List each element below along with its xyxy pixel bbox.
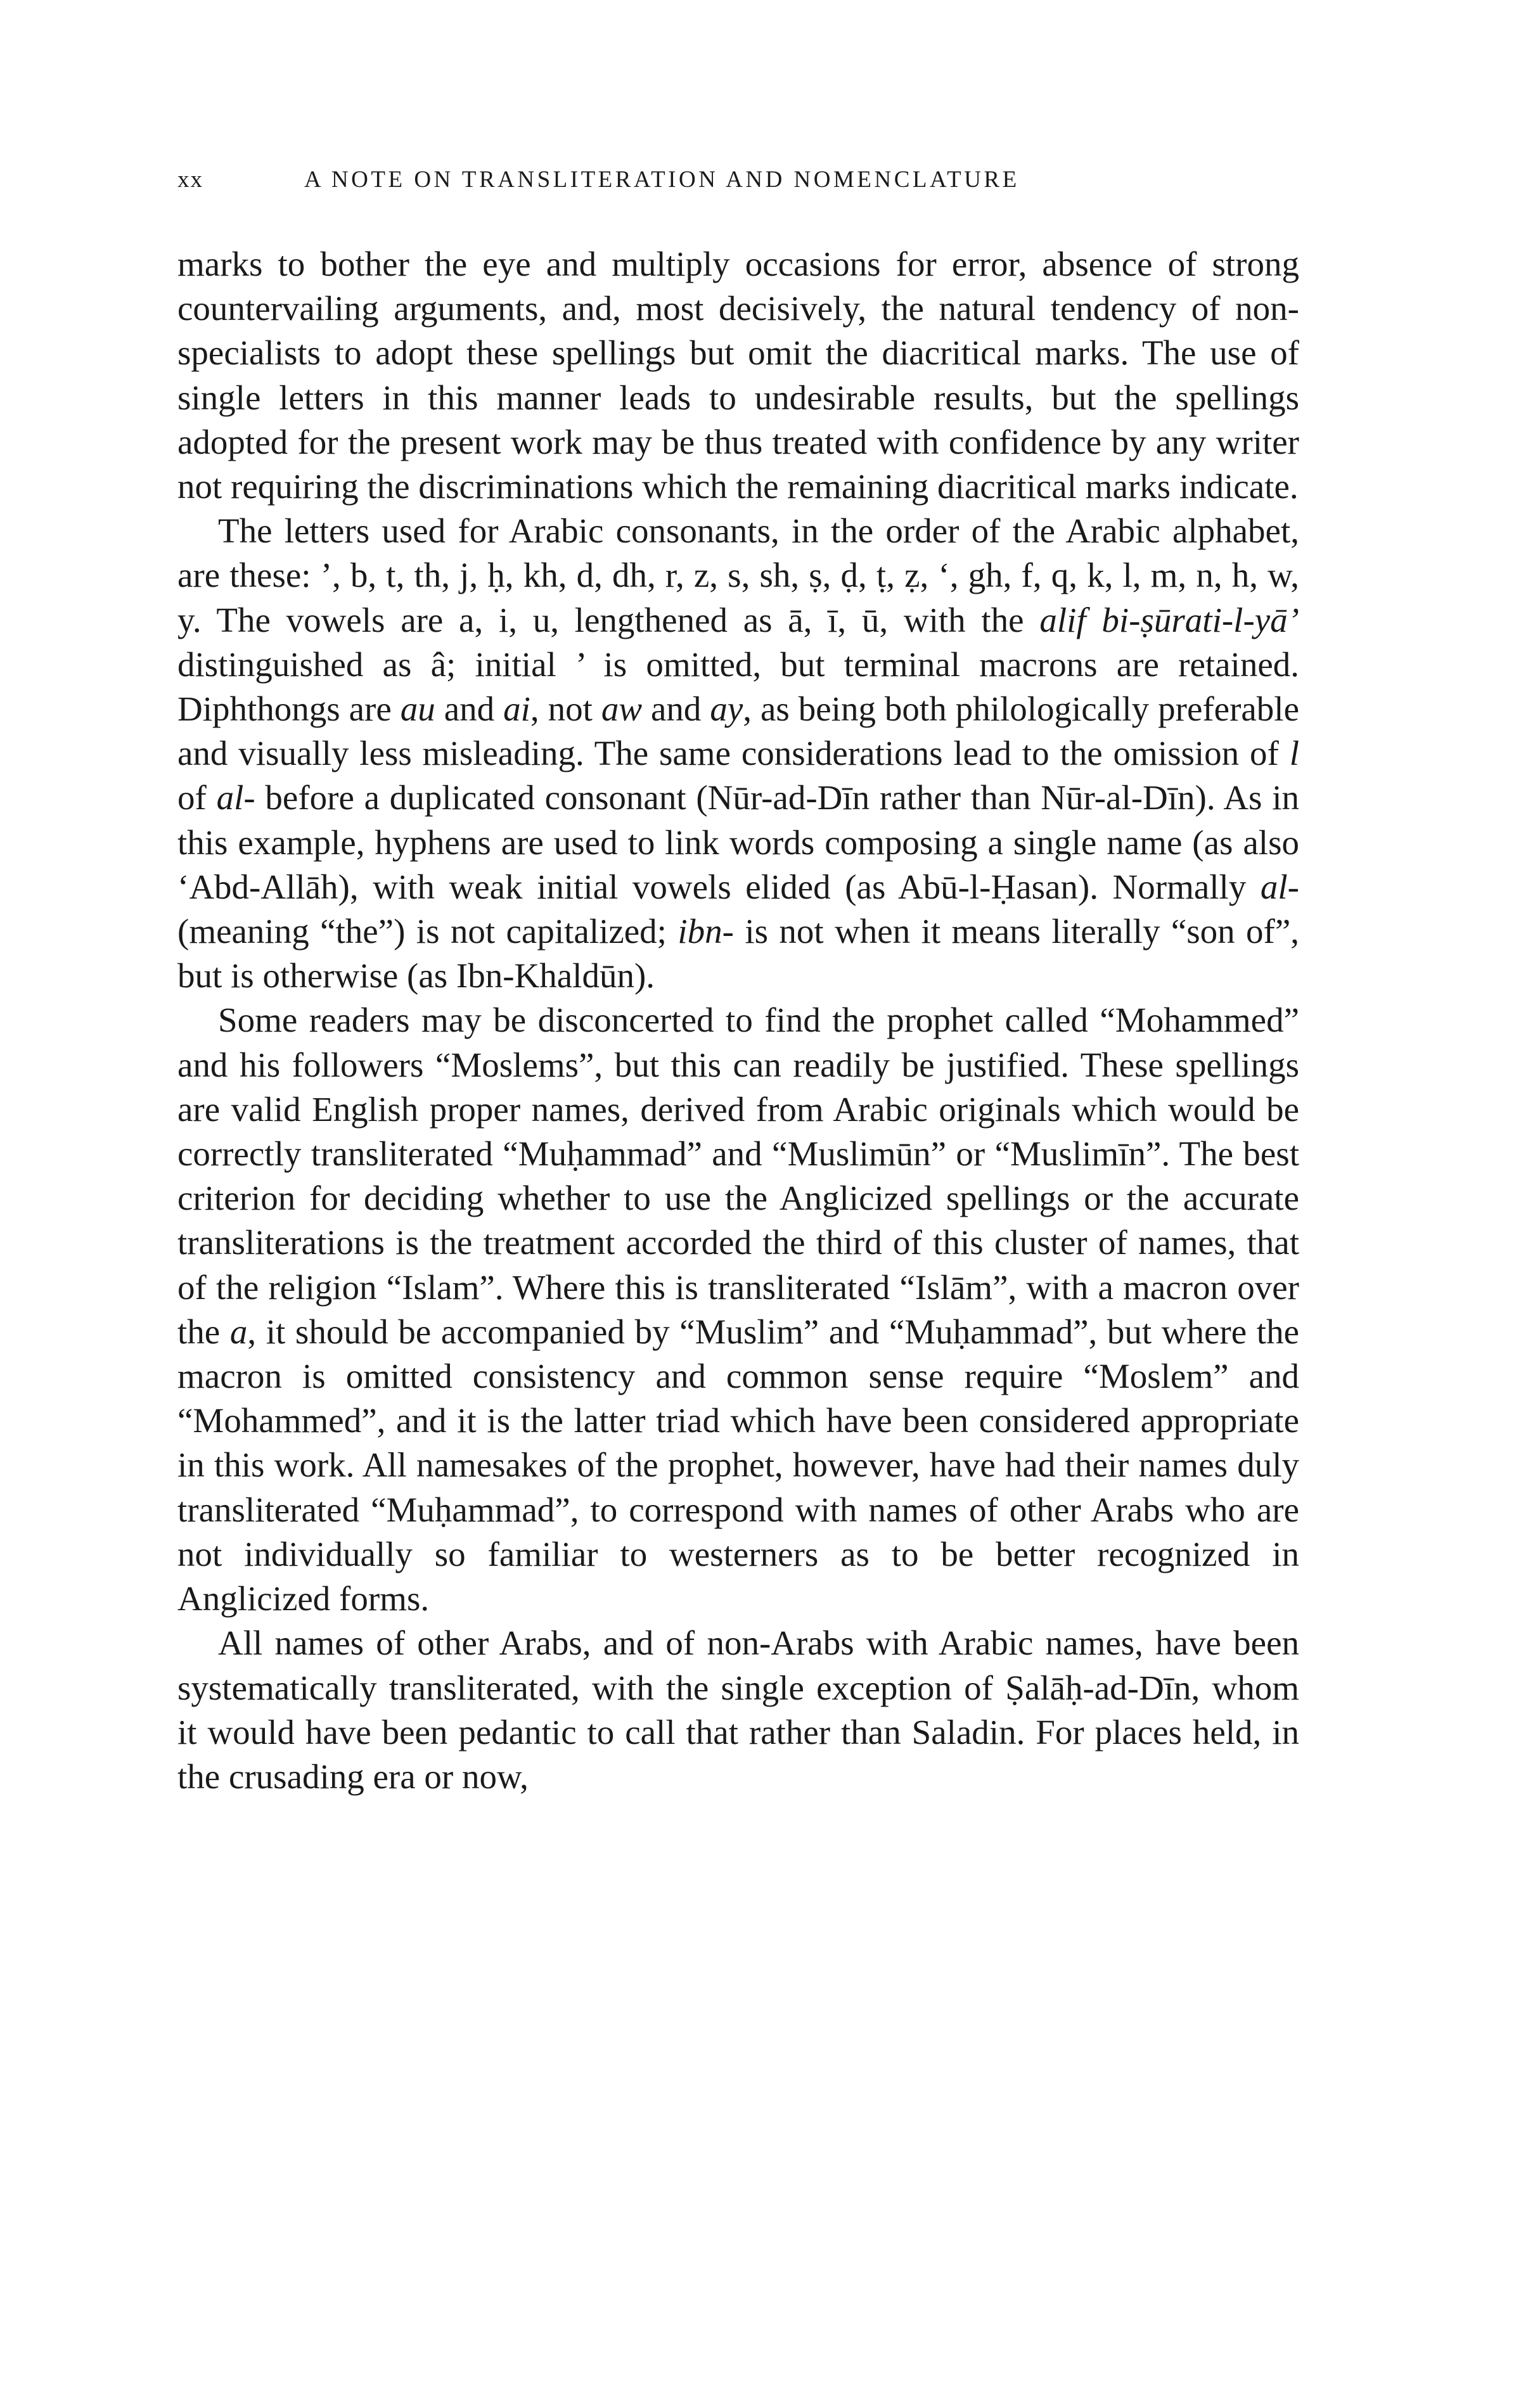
text-run: before a duplicated consonant (Nūr-ad-Dīn rather than Nūr-al-Dīn). As in this example, hyphens are used to link words composing a single name (as also ‘Abd-Allāh), with weak initial vowels elided (as Abū-l-Ḥasan). Normally	[177, 778, 1299, 906]
paragraph-3	[177, 998, 1299, 1621]
paragraph-4	[177, 1621, 1299, 1799]
text-run: marks to bother the eye and multiply occasions for error, absence of strong countervailing arguments, and, most decisively, the natural tendency of non-specialists to adopt these spellings but omit the diacritical marks. The use of single letters in this manner leads to undesirable results, but the spellings adopted for the present work may be thus treated with confidence by any writer not requiring the discriminations which the remaining diacritical marks indicate.	[177, 245, 1299, 506]
text-run: and	[642, 689, 710, 729]
text-run: distinguished as â; initial ’ is omitted, but terminal macrons are retained. Diphthongs are	[177, 644, 1299, 729]
page-number: xx	[177, 167, 203, 193]
text-run: All names of other Arabs, and of non-Arabs with Arabic names, have been systematically transliterated, with the single exception of Ṣalāḥ-ad-Dīn, whom it would have been pedantic to call that rather than Saladin. For places held, in the crusading era or now,	[177, 1623, 1299, 1796]
italic-term: l	[1289, 734, 1299, 773]
italic-term: al-	[1260, 867, 1299, 906]
running-head	[177, 166, 1299, 204]
italic-term: a	[229, 1312, 248, 1351]
text-run: is not when it means literally “son of”, but is otherwise (as Ibn-Khaldūn).	[177, 912, 1299, 996]
text-run: The letters used for Arabic consonants, in the order of the Arabic alphabet, are these: ’, b, t, th, j, ḥ, kh, d, dh, r, z, s, sh, ṣ, ḍ, ṭ, ẓ, ‘, gh, f, q, k, l, m, n, h, w, y. The vowels are a, i, u, lengthened as ā, ī, ū, with the	[177, 511, 1299, 639]
text-run: , it should be accompanied by “Muslim” and “Muḥammad”, but where the macron is omitted consistency and common sense require “Moslem” and “Mohammed”, and it is the latter triad which have been considered appropriate in this work. All namesakes of the prophet, however, have had their names duly transliterated “Muḥammad”, to correspond with names of other Arabs who are not individually so familiar to westerners as to be better recognized in Anglicized forms.	[177, 1312, 1299, 1618]
italic-term: ibn-	[677, 912, 734, 951]
paragraph-2	[177, 509, 1299, 998]
text-run: , not	[530, 689, 601, 729]
italic-term: au	[400, 689, 435, 729]
italic-term: ai	[503, 689, 530, 729]
text-run: (meaning “the”) is not capitalized;	[177, 912, 678, 951]
text-run: and	[435, 689, 504, 729]
body-text	[177, 242, 1299, 1799]
text-run: , as being both philologically preferable and visually less misleading. The same considerations lead to the omission of	[177, 689, 1300, 773]
italic-term: ay	[710, 689, 743, 729]
paragraph-1	[177, 242, 1299, 509]
italic-term: aw	[601, 689, 643, 729]
italic-term: alif bi-ṣūrati-l-yā’	[1039, 600, 1299, 639]
running-title: A NOTE ON TRANSLITERATION AND NOMENCLATURE	[304, 167, 1020, 193]
book-page	[177, 166, 1299, 1799]
italic-term: al-	[216, 778, 255, 817]
text-run: of	[177, 778, 217, 817]
text-run: Some readers may be disconcerted to find the prophet called “Mohammed” and his followers “Moslems”, but this can readily be justified. These spellings are valid English proper names, derived from Arabic originals which would be correctly transliterated “Muḥammad” and “Muslimūn” or “Muslimīn”. The best criterion for deciding whether to use the Anglicized spellings or the accurate transliterations is the treatment accorded the third of this cluster of names, that of the religion “Islam”. Where this is transliterated “Islām”, with a macron over the	[177, 1001, 1299, 1351]
